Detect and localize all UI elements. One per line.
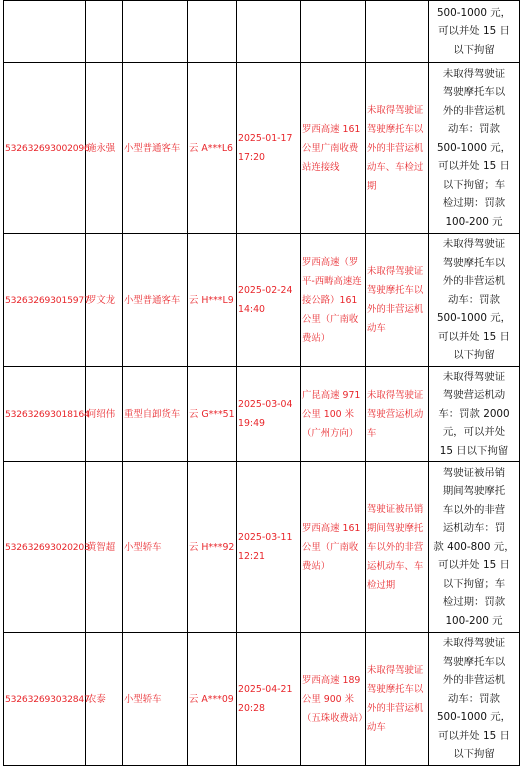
violation-behavior-cell: 未取得驾驶证驾驶摩托车以外的非营运机动车、车检过期 [366,63,429,234]
plate-number-cell [188,1,237,63]
driver-name-cell: 黄智超 [86,462,123,633]
driver-name-cell: 罗文龙 [86,234,123,367]
license-number-cell: 532632693002096 [4,63,86,234]
table-row [4,1,520,63]
penalty-cell [429,63,520,234]
penalty-line: 未取得驾驶证 [442,238,506,251]
violation-behavior-cell: 未取得驾驶证驾驶摩托车以外的非营运机动车 [366,633,429,766]
driver-name-cell: 农泰 [86,633,123,766]
penalty-line: 500-1000 元， [436,711,512,724]
violation-time-cell [237,1,301,63]
penalty-line: 期间驾驶摩托 [442,485,506,498]
penalty-line: 可以并处 15 日 [438,160,510,173]
penalty-line: 以下拘留 [453,748,495,761]
table-row [4,234,520,367]
penalty-cell [429,1,520,63]
license-number-cell [4,1,86,63]
vehicle-type-cell: 重型自卸货车 [123,367,188,462]
penalty-line: 驾驶摩托车以 [442,655,506,668]
penalty-line: 检过期：罚款 [442,596,506,609]
table-row [4,63,520,234]
penalty-line: 100-200 元 [445,215,503,228]
vehicle-type-cell: 小型轿车 [123,462,188,633]
penalty-line: 检过期：罚款 [442,197,506,210]
penalty-line: 款 400-800 元， [433,540,515,553]
penalty-line: 500-1000 元， [436,141,512,154]
driver-name-cell: 何绍伟 [86,367,123,462]
plate-number-cell: 云 H***L9 [188,234,237,367]
license-number-cell: 532632693015977 [4,234,86,367]
violation-behavior-cell: 未取得驾驶证驾驶营运机动车 [366,367,429,462]
violation-location-cell [301,1,366,63]
penalty-line: 以下拘留 [453,349,495,362]
violation-behavior-cell: 驾驶证被吊销期间驾驶摩托车以外的非营运机动车、车检过期 [366,462,429,633]
penalty-line: 500-1000 元， [436,6,512,19]
penalty-cell [429,633,520,766]
driver-name-cell [86,1,123,63]
penalty-cell [429,367,520,462]
penalty-line: 可以并处 15 日 [438,559,510,572]
vehicle-type-cell: 小型轿车 [123,633,188,766]
penalty-line: 以下拘留；车 [442,577,506,590]
penalty-line: 驾驶证被吊销 [442,466,506,479]
plate-number-cell: 云 A***09 [188,633,237,766]
violation-time-cell: 2025-04-21 20:28 [237,633,301,766]
violation-time-cell: 2025-02-24 14:40 [237,234,301,367]
violation-time-cell: 2025-01-17 17:20 [237,63,301,234]
vehicle-type-cell [123,1,188,63]
violation-location-cell: 广昆高速 971 公里 100 米（广州方向） [301,367,366,462]
plate-number-cell: 云 H***92 [188,462,237,633]
plate-number-cell: 云 A***L6 [188,63,237,234]
penalty-line: 外的非营运机 [442,275,506,288]
violation-time-cell: 2025-03-11 12:21 [237,462,301,633]
penalty-line: 动车：罚款 [448,692,500,705]
penalty-line: 可以并处 15 日 [438,729,510,742]
violation-location-cell: 罗西高速 189 公里 900 米（五珠收费站） [301,633,366,766]
penalty-line: 驾驶摩托车以 [442,256,506,269]
penalty-line: 驾驶摩托车以 [442,86,506,99]
penalty-line: 运机动车：罚 [442,522,506,535]
license-number-cell: 532632693032847 [4,633,86,766]
violation-location-cell: 罗西高速 161 公里（广南收费站） [301,462,366,633]
penalty-line: 元，可以并处 [442,426,506,439]
violation-behavior-cell [366,1,429,63]
vehicle-type-cell: 小型普通客车 [123,63,188,234]
penalty-line: 车以外的非营 [442,503,506,516]
table-row [4,367,520,462]
violation-behavior-cell: 未取得驾驶证驾驶摩托车以外的非营运机动车 [366,234,429,367]
penalty-line: 可以并处 15 日 [438,25,510,38]
violation-location-cell: 罗西高速 161 公里广南收费站连接线 [301,63,366,234]
penalty-line: 500-1000 元， [436,312,512,325]
violation-time-cell: 2025-03-04 19:49 [237,367,301,462]
penalty-cell [429,462,520,633]
penalty-line: 外的非营运机 [442,104,506,117]
table-row [4,462,520,633]
penalty-line: 15 日以下拘留 [439,444,509,457]
violation-location-cell: 罗西高速（罗平-西畴高速连接公路）161 公里（广南收费站） [301,234,366,367]
penalty-line: 可以并处 15 日 [438,330,510,343]
penalty-cell [429,234,520,367]
penalty-line: 未取得驾驶证 [442,370,506,383]
driver-name-cell: 施永强 [86,63,123,234]
penalty-line: 100-200 元 [445,614,503,627]
penalty-line: 车：罚款 2000 [438,407,510,420]
penalty-line: 以下拘留 [453,43,495,56]
penalty-line: 动车：罚款 [448,123,500,136]
license-number-cell: 532632693018164 [4,367,86,462]
plate-number-cell: 云 G***51 [188,367,237,462]
penalty-line: 未取得驾驶证 [442,67,506,80]
penalty-line: 外的非营运机 [442,674,506,687]
violation-records-table [3,0,520,766]
table-row [4,633,520,766]
license-number-cell: 532632693020203 [4,462,86,633]
penalty-line: 以下拘留；车 [442,178,506,191]
penalty-line: 驾驶营运机动 [442,389,506,402]
vehicle-type-cell: 小型普通客车 [123,234,188,367]
penalty-line: 动车：罚款 [448,293,500,306]
penalty-line: 未取得驾驶证 [442,637,506,650]
